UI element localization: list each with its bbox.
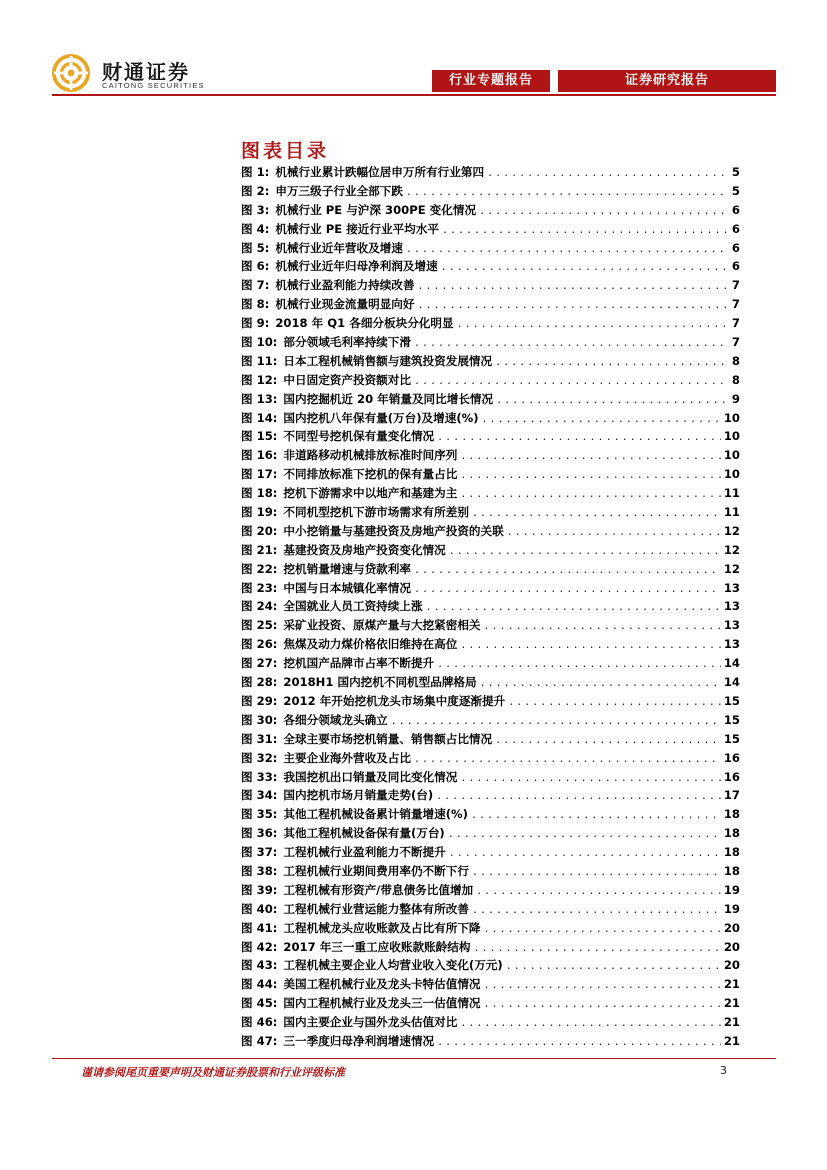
toc-dot-leader xyxy=(460,770,721,789)
toc-entry-title: 其他工程机械设备保有量(万台) xyxy=(283,826,445,841)
toc-entry-number: 图 35: xyxy=(241,807,278,822)
toc-dot-leader xyxy=(460,1015,721,1034)
logo-english-name: CAITONG SECURITIES xyxy=(102,81,205,90)
toc-entry-title: 不同机型挖机下游市场需求有所差别 xyxy=(283,505,469,520)
toc-entry-number: 图 18: xyxy=(241,486,278,501)
toc-entry-page: 5 xyxy=(731,183,740,198)
toc-entry-title: 基建投资及房地产投资变化情况 xyxy=(283,542,446,557)
toc-entry[interactable] xyxy=(241,824,740,843)
toc-dot-leader xyxy=(476,883,721,902)
toc-entry[interactable] xyxy=(241,503,740,522)
toc-entry-number: 图 39: xyxy=(241,882,278,897)
toc-dot-leader xyxy=(437,1034,721,1053)
toc-dot-leader xyxy=(460,637,721,656)
toc-entry[interactable] xyxy=(241,692,740,711)
header-divider xyxy=(52,94,776,96)
toc-dot-leader xyxy=(506,958,721,977)
toc-entry[interactable] xyxy=(241,541,740,560)
toc-entry-page: 18 xyxy=(723,807,740,822)
toc-dot-leader xyxy=(414,751,721,770)
toc-entry[interactable] xyxy=(241,900,740,919)
toc-entry[interactable] xyxy=(241,654,740,673)
toc-entry-title: 中国与日本城镇化率情况 xyxy=(283,580,411,595)
toc-entry-title: 不同排放标准下挖机的保有量占比 xyxy=(283,467,458,482)
toc-entry-title: 申万三级子行业全部下跌 xyxy=(275,183,403,198)
toc-dot-leader xyxy=(472,505,721,524)
toc-entry[interactable] xyxy=(241,862,740,881)
caitong-logo-icon xyxy=(52,54,90,92)
toc-entry-page: 21 xyxy=(723,1015,740,1030)
toc-entry-page: 21 xyxy=(723,1033,740,1048)
toc-entry-title: 焦煤及动力煤价格依旧维持在高位 xyxy=(283,637,458,652)
toc-dot-leader xyxy=(457,316,729,335)
toc-entry[interactable] xyxy=(241,484,740,503)
toc-entry-title: 机械行业累计跌幅位居申万所有行业第四 xyxy=(275,165,485,179)
toc-dot-leader xyxy=(460,448,721,467)
toc-entry[interactable] xyxy=(241,427,740,446)
toc-entry-page: 20 xyxy=(723,939,740,954)
toc-entry-number: 图 33: xyxy=(241,769,278,784)
toc-entry-title: 工程机械行业营运能力整体有所改善 xyxy=(283,901,469,916)
toc-entry-title: 挖机销量增速与贷款利率 xyxy=(283,561,411,576)
toc-entry-title: 挖机国产品牌市占率不断提升 xyxy=(283,656,435,671)
toc-entry-page: 12 xyxy=(723,561,740,576)
toc-entry-page: 8 xyxy=(731,372,740,387)
toc-entry-page: 14 xyxy=(723,675,740,690)
toc-entry-title: 2018 年 Q1 各细分板块分化明显 xyxy=(275,316,454,331)
toc-title: 图表目录 xyxy=(241,140,330,162)
report-type-tag: 行业专题报告 xyxy=(432,70,550,92)
toc-entry-number: 图 23: xyxy=(241,580,278,595)
toc-entry[interactable] xyxy=(241,616,740,635)
toc-dot-leader xyxy=(480,675,721,694)
caitong-logo xyxy=(52,52,232,96)
toc-entry[interactable] xyxy=(241,843,740,862)
toc-entry-title: 部分领域毛利率持续下滑 xyxy=(283,335,411,350)
toc-entry[interactable] xyxy=(241,239,740,258)
toc-entry-title: 机械行业近年归母净利润及增速 xyxy=(275,259,438,274)
toc-dot-leader xyxy=(448,826,721,845)
toc-entry-number: 图 26: xyxy=(241,637,278,652)
toc-entry-page: 13 xyxy=(723,599,740,614)
toc-entry-page: 10 xyxy=(723,429,740,444)
toc-dot-leader xyxy=(406,241,729,260)
toc-entry-number: 图 21: xyxy=(241,542,278,557)
toc-entry-title: 我国挖机出口销量及同比变化情况 xyxy=(283,769,458,784)
toc-entry-number: 图 40: xyxy=(241,901,278,916)
toc-dot-leader xyxy=(460,486,721,505)
toc-entry-page: 19 xyxy=(723,901,740,916)
toc-dot-leader xyxy=(484,618,721,637)
toc-entry-number: 图 27: xyxy=(241,656,278,671)
toc-entry[interactable] xyxy=(241,295,740,314)
toc-entry[interactable] xyxy=(241,597,740,616)
toc-entry-number: 图 3: xyxy=(241,202,270,217)
toc-entry-number: 图 9: xyxy=(241,316,270,331)
toc-dot-leader xyxy=(449,845,721,864)
toc-entry-page: 12 xyxy=(723,542,740,557)
toc-entry-title: 其他工程机械设备累计销量增速(%) xyxy=(283,807,468,822)
toc-dot-leader xyxy=(484,921,721,940)
toc-entry-title: 中日固定资产投资额对比 xyxy=(283,372,411,387)
toc-entry-title: 国内工程机械行业及龙头三一估值情况 xyxy=(283,996,481,1011)
toc-entry[interactable] xyxy=(241,163,740,182)
toc-entry-number: 图 38: xyxy=(241,863,278,878)
toc-entry-page: 20 xyxy=(723,920,740,935)
toc-entry-number: 图 14: xyxy=(241,410,278,425)
toc-entry-title: 2017 年三一重工应收账款账龄结构 xyxy=(283,939,471,954)
toc-entry[interactable] xyxy=(241,881,740,900)
toc-entry-title: 工程机械有形资产/带息债务比值增加 xyxy=(283,882,474,897)
toc-entry-title: 国内挖机市场月销量走势(台) xyxy=(283,788,434,803)
toc-dot-leader xyxy=(495,732,721,751)
toc-entry-title: 各细分领域龙头确立 xyxy=(283,712,388,727)
toc-entry-title: 不同型号挖机保有量变化情况 xyxy=(283,429,435,444)
toc-entry-number: 图 24: xyxy=(241,599,278,614)
toc-entry-number: 图 8: xyxy=(241,297,270,312)
toc-entry-page: 17 xyxy=(723,788,740,803)
toc-entry-number: 图 5: xyxy=(241,240,270,255)
toc-entry-title: 采矿业投资、原煤产量与大挖紧密相关 xyxy=(283,618,481,633)
toc-entry-number: 图 43: xyxy=(241,958,278,973)
toc-entry-page: 9 xyxy=(731,391,740,406)
toc-entry-page: 20 xyxy=(723,958,740,973)
toc-entry[interactable] xyxy=(241,333,740,352)
toc-entry-number: 图 10: xyxy=(241,335,278,350)
toc-dot-leader xyxy=(460,467,721,486)
toc-entry-title: 非道路移动机械排放标准时间序列 xyxy=(283,448,458,463)
toc-entry-number: 图 41: xyxy=(241,920,278,935)
toc-entry[interactable] xyxy=(241,182,740,201)
toc-entry-page: 7 xyxy=(731,335,740,350)
toc-entry[interactable] xyxy=(241,673,740,692)
toc-entry[interactable] xyxy=(241,522,740,541)
toc-dot-leader xyxy=(441,259,729,278)
toc-entry-title: 国内挖机八年保有量(万台)及增速(%) xyxy=(283,410,479,425)
toc-entry[interactable] xyxy=(241,201,740,220)
toc-entry[interactable] xyxy=(241,352,740,371)
toc-entry-page: 7 xyxy=(731,297,740,312)
toc-entry-title: 工程机械龙头应收账款及占比有所下降 xyxy=(283,920,481,935)
toc-entry-page: 15 xyxy=(723,712,740,727)
toc-entry-page: 21 xyxy=(723,996,740,1011)
toc-entry-title: 挖机下游需求中以地产和基建为主 xyxy=(283,486,458,501)
toc-entry[interactable] xyxy=(241,786,740,805)
toc-entry[interactable] xyxy=(241,446,740,465)
toc-entry-title: 工程机械行业盈利能力不断提升 xyxy=(283,845,446,860)
toc-dot-leader xyxy=(495,354,729,373)
toc-dot-leader xyxy=(487,165,729,184)
toc-entry[interactable] xyxy=(241,938,740,957)
footer-divider xyxy=(52,1058,776,1059)
toc-entry[interactable] xyxy=(241,314,740,333)
toc-entry-title: 三一季度归母净利润增速情况 xyxy=(283,1033,435,1048)
toc-entry[interactable] xyxy=(241,635,740,654)
toc-entry[interactable] xyxy=(241,1013,740,1032)
toc-dot-leader xyxy=(437,429,721,448)
toc-entry[interactable] xyxy=(241,994,740,1013)
toc-entry-number: 图 16: xyxy=(241,448,278,463)
toc-entry-page: 15 xyxy=(723,693,740,708)
toc-dot-leader xyxy=(417,278,728,297)
toc-entry-number: 图 12: xyxy=(241,372,278,387)
toc-entry-title: 全球主要市场挖机销量、销售额占比情况 xyxy=(283,731,493,746)
toc-entry-page: 6 xyxy=(731,202,740,217)
toc-entry-number: 图 45: xyxy=(241,996,278,1011)
toc-entry-page: 18 xyxy=(723,826,740,841)
toc-entry-number: 图 46: xyxy=(241,1015,278,1030)
toc-entry[interactable] xyxy=(241,409,740,428)
toc-entry[interactable] xyxy=(241,1032,740,1051)
toc-entry-page: 10 xyxy=(723,467,740,482)
toc-entry-number: 图 22: xyxy=(241,561,278,576)
toc-entry-page: 13 xyxy=(723,618,740,633)
toc-entry-title: 机械行业盈利能力持续改善 xyxy=(275,278,415,293)
toc-entry[interactable] xyxy=(241,257,740,276)
page-number: 3 xyxy=(720,1064,727,1077)
toc-entry-number: 图 20: xyxy=(241,523,278,538)
toc-entry-page: 21 xyxy=(723,977,740,992)
toc-entry-page: 15 xyxy=(723,731,740,746)
toc-entry-page: 6 xyxy=(731,221,740,236)
toc-entry-title: 机械行业 PE 接近行业平均水平 xyxy=(275,221,439,236)
toc-dot-leader xyxy=(508,694,721,713)
toc-entry[interactable] xyxy=(241,975,740,994)
toc-entry[interactable] xyxy=(241,768,740,787)
toc-entry[interactable] xyxy=(241,579,740,598)
toc-entry-number: 图 4: xyxy=(241,221,270,236)
toc-entry[interactable] xyxy=(241,220,740,239)
toc-entry-number: 图 11: xyxy=(241,353,278,368)
toc-entry-title: 主要企业海外营收及占比 xyxy=(283,750,411,765)
footer-disclaimer: 谨请参阅尾页重要声明及财通证券股票和行业评级标准 xyxy=(81,1066,345,1079)
toc-entry-page: 8 xyxy=(731,353,740,368)
toc-entry[interactable] xyxy=(241,371,740,390)
toc-entry-number: 图 15: xyxy=(241,429,278,444)
toc-entry[interactable] xyxy=(241,919,740,938)
toc-entry-number: 图 13: xyxy=(241,391,278,406)
toc-entry-number: 图 30: xyxy=(241,712,278,727)
toc-entry-number: 图 29: xyxy=(241,693,278,708)
toc-dot-leader xyxy=(471,807,721,826)
toc-entry-number: 图 47: xyxy=(241,1033,278,1048)
toc-dot-leader xyxy=(417,297,728,316)
toc-entry-page: 18 xyxy=(723,845,740,860)
toc-entry-title: 机械行业近年营收及增速 xyxy=(275,240,403,255)
toc-entry-title: 国内主要企业与国外龙头估值对比 xyxy=(283,1015,458,1030)
toc-dot-leader xyxy=(496,392,729,411)
toc-entry-page: 7 xyxy=(731,278,740,293)
toc-dot-leader xyxy=(442,222,729,241)
toc-entry[interactable] xyxy=(241,711,740,730)
figure-toc-list xyxy=(241,163,740,1051)
logo-chinese-name: 财通证券 xyxy=(102,60,190,84)
toc-dot-leader xyxy=(484,977,721,996)
toc-entry[interactable] xyxy=(241,276,740,295)
toc-entry-page: 11 xyxy=(723,505,740,520)
toc-entry-page: 6 xyxy=(731,259,740,274)
toc-entry-page: 14 xyxy=(723,656,740,671)
toc-entry-title: 机械行业 PE 与沪深 300PE 变化情况 xyxy=(275,202,477,217)
toc-entry[interactable] xyxy=(241,805,740,824)
toc-entry-number: 图 19: xyxy=(241,505,278,520)
toc-entry-page: 19 xyxy=(723,882,740,897)
toc-dot-leader xyxy=(479,203,729,222)
toc-entry-title: 2012 年开始挖机龙头市场集中度逐渐提升 xyxy=(283,693,506,708)
toc-entry-title: 中小挖销量与基建投资及房地产投资的关联 xyxy=(283,523,504,538)
toc-entry-page: 6 xyxy=(731,240,740,255)
toc-entry-title: 美国工程机械行业及龙头卡特估值情况 xyxy=(283,977,481,992)
toc-entry-number: 图 17: xyxy=(241,467,278,482)
toc-entry-page: 12 xyxy=(723,523,740,538)
toc-entry-page: 7 xyxy=(731,316,740,331)
toc-entry[interactable] xyxy=(241,560,740,579)
toc-dot-leader xyxy=(473,940,720,959)
toc-entry-page: 5 xyxy=(731,165,740,179)
toc-entry-title: 机械行业现金流量明显向好 xyxy=(275,297,415,312)
toc-entry-title: 日本工程机械销售额与建筑投资发展情况 xyxy=(283,353,493,368)
toc-entry-number: 图 1: xyxy=(241,165,270,179)
toc-dot-leader xyxy=(436,788,721,807)
toc-entry-page: 10 xyxy=(723,448,740,463)
toc-entry-number: 图 36: xyxy=(241,826,278,841)
toc-dot-leader xyxy=(484,996,721,1015)
toc-entry-number: 图 44: xyxy=(241,977,278,992)
toc-entry-page: 16 xyxy=(723,750,740,765)
toc-entry-number: 图 25: xyxy=(241,618,278,633)
toc-entry-page: 11 xyxy=(723,486,740,501)
toc-entry-page: 16 xyxy=(723,769,740,784)
toc-entry-page: 13 xyxy=(723,637,740,652)
toc-entry[interactable] xyxy=(241,465,740,484)
toc-dot-leader xyxy=(507,524,721,543)
toc-entry-title: 工程机械行业期间费用率仍不断下行 xyxy=(283,863,469,878)
toc-entry-number: 图 32: xyxy=(241,750,278,765)
toc-entry-number: 图 28: xyxy=(241,675,278,690)
toc-entry-number: 图 34: xyxy=(241,788,278,803)
toc-dot-leader xyxy=(472,902,721,921)
toc-entry-page: 10 xyxy=(723,410,740,425)
toc-entry-title: 工程机械主要企业人均营业收入变化(万元) xyxy=(283,958,503,973)
toc-entry-page: 18 xyxy=(723,863,740,878)
toc-dot-leader xyxy=(482,411,721,430)
toc-entry-number: 图 42: xyxy=(241,939,278,954)
toc-entry[interactable] xyxy=(241,749,740,768)
toc-entry-title: 全国就业人员工资持续上涨 xyxy=(283,599,423,614)
toc-entry-page: 13 xyxy=(723,580,740,595)
toc-dot-leader xyxy=(414,562,721,581)
toc-dot-leader xyxy=(414,581,721,600)
toc-entry-number: 图 2: xyxy=(241,183,270,198)
report-class-tag: 证券研究报告 xyxy=(558,70,776,92)
toc-dot-leader xyxy=(449,543,721,562)
toc-entry-title: 2018H1 国内挖机不同机型品牌格局 xyxy=(283,675,477,690)
toc-entry-title: 国内挖掘机近 20 年销量及同比增长情况 xyxy=(283,391,494,406)
toc-dot-leader xyxy=(472,864,721,883)
toc-entry-number: 图 7: xyxy=(241,278,270,293)
toc-entry-number: 图 37: xyxy=(241,845,278,860)
toc-entry-number: 图 6: xyxy=(241,259,270,274)
toc-entry-number: 图 31: xyxy=(241,731,278,746)
toc-entry[interactable] xyxy=(241,730,740,749)
toc-entry[interactable] xyxy=(241,390,740,409)
toc-dot-leader xyxy=(437,656,721,675)
toc-entry[interactable] xyxy=(241,956,740,975)
